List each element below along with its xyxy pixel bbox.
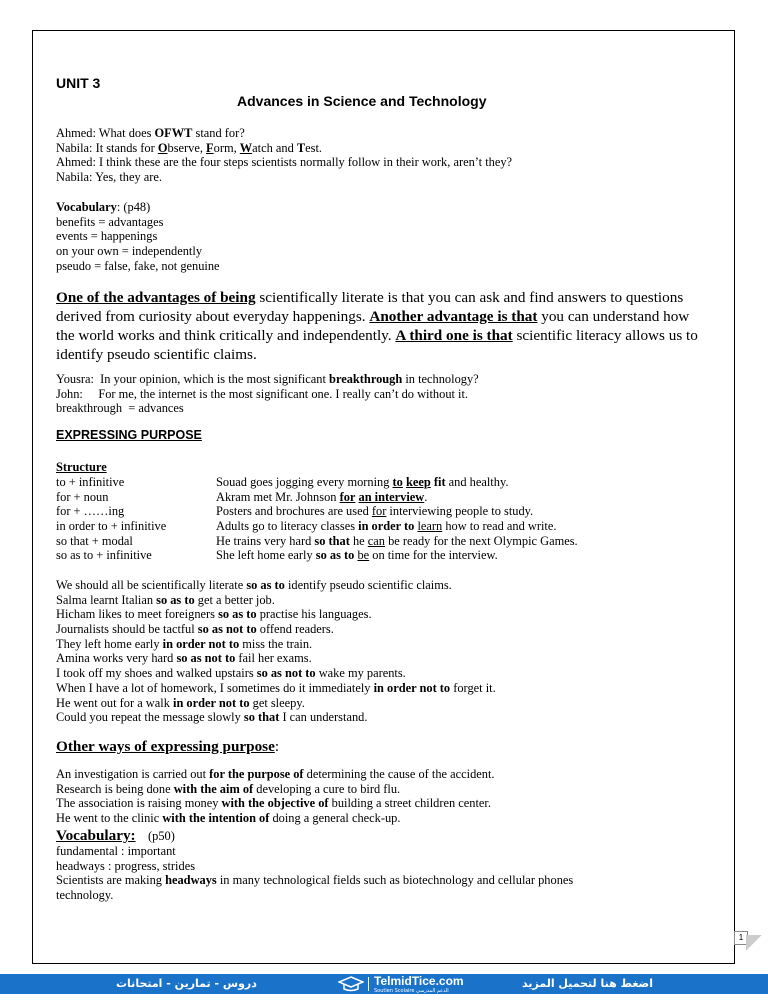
example-sentence: Could you repeat the message slowly so that I can understand. (56, 710, 368, 725)
section-heading: EXPRESSING PURPOSE (56, 428, 202, 442)
structure-left-column (56, 475, 166, 563)
example-sentence: I took off my shoes and walked upstairs so as not to wake my parents. (56, 666, 406, 681)
unit-label: UNIT 3 (56, 75, 101, 91)
vocabulary-example: Scientists are making headways in many technological fields such as biotechnology and cellular phones (56, 873, 574, 888)
brand-name[interactable]: TelmidTice.com (374, 974, 464, 988)
example-sentence: Salma learnt Italian so as to get a better job. (56, 592, 275, 607)
advantages-paragraph (56, 289, 698, 365)
vocabulary-item: events = happenings (56, 229, 158, 244)
dialogue-line: Ahmed: What does OFWT stand for? (56, 126, 245, 140)
example-sentence: Hicham likes to meet foreigners so as to practise his languages. (56, 607, 372, 622)
footer-banner[interactable] (0, 974, 768, 994)
structure-example: Akram met Mr. Johnson for an interview. (216, 489, 428, 504)
structure-example: She left home early so as to be on time for the interview. (216, 548, 498, 563)
dialogue-line: breakthrough = advances (56, 401, 184, 416)
example-sentence: Journalists should be tactful so as not to offend readers. (56, 622, 334, 637)
vocabulary-item: headways : progress, strides (56, 858, 196, 873)
paragraph-line: derived from curiosity about everyday happenings. Another advantage is that you can understand how (56, 308, 690, 325)
dialogue-ofwt (56, 126, 512, 185)
footer-divider (368, 977, 369, 991)
other-ways-heading: Other ways of expressing purpose: (56, 738, 280, 755)
vocabulary-p50 (56, 827, 573, 903)
example-sentence: When I have a lot of homework, I sometimes do it immediately in order not to forget it. (56, 680, 496, 695)
dialogue-line: Yousra: In your opinion, which is the most significant breakthrough in technology? (56, 372, 479, 386)
brand-subtitle: Soutien Scolaire الدعم المدرسي (374, 988, 449, 994)
page-curl-decoration (746, 935, 762, 951)
structure-example: Adults go to literacy classes in order to learn how to read and write. (216, 519, 557, 534)
other-ways-examples (56, 767, 495, 826)
page-number: 1 (734, 931, 748, 945)
footer-left-link[interactable]: دروس - تمارين - امتحانات (116, 977, 257, 990)
vocabulary-item: pseudo = false, fake, not genuine (56, 258, 220, 273)
example-sentence: Research is being done with the aim of developing a cure to bird flu. (56, 781, 401, 796)
example-sentence: Amina works very hard so as not to fail her exams. (56, 651, 312, 666)
footer-right-link[interactable]: اضغط هنا لتحميل المزيد (522, 977, 653, 990)
structure-form: for + ……ing (56, 504, 125, 519)
structure-form: so that + modal (56, 533, 133, 548)
example-sentence: They left home early in order not to miss the train. (56, 636, 313, 651)
vocabulary-example: technology. (56, 888, 114, 903)
structure-form: so as to + infinitive (56, 548, 152, 563)
purpose-examples (56, 578, 496, 725)
vocabulary-item: fundamental : important (56, 844, 176, 858)
example-sentence: The association is raising money with the objective of building a street children center. (56, 796, 491, 811)
example-sentence: He went out for a walk in order not to get sleepy. (56, 695, 305, 710)
vocabulary-p48 (56, 200, 220, 273)
dialogue-line: Nabila: Yes, they are. (56, 170, 162, 185)
paragraph-line: One of the advantages of being scientifically literate is that you can ask and find answers to questions (56, 289, 684, 306)
example-sentence: We should all be scientifically literate so as to identify pseudo scientific claims. (56, 578, 452, 592)
structure-example: Souad goes jogging every morning to keep fit and healthy. (216, 475, 509, 489)
vocabulary-item: benefits = advantages (56, 214, 164, 229)
paragraph-line: the world works and think critically and independently. A third one is that scientific literacy allows us to (56, 327, 698, 344)
graduation-cap-icon (338, 976, 364, 992)
vocabulary-heading: Vocabulary: (p48) (56, 200, 151, 214)
vocabulary-heading: Vocabulary: (p50) (56, 827, 175, 844)
example-sentence: He went to the clinic with the intention of doing a general check-up. (56, 811, 401, 826)
dialogue-line: John: For me, the internet is the most significant one. I really can’t do without it. (56, 386, 469, 401)
structure-form: in order to + infinitive (56, 519, 167, 534)
example-sentence: An investigation is carried out for the purpose of determining the cause of the accident. (56, 767, 495, 781)
dialogue-line: Nabila: It stands for Observe, Form, Watch and Test. (56, 140, 323, 155)
structure-right-column (216, 475, 578, 563)
structure-heading: Structure (56, 460, 107, 474)
structure-example: Posters and brochures are used for interviewing people to study. (216, 504, 534, 519)
dialogue-breakthrough (56, 372, 479, 416)
paragraph-line: identify pseudo scientific claims. (56, 346, 257, 363)
vocabulary-item: on your own = independently (56, 244, 203, 259)
page-title: Advances in Science and Technology (237, 93, 487, 109)
structure-form: for + noun (56, 489, 109, 504)
dialogue-line: Ahmed: I think these are the four steps scientists normally follow in their work, aren’t they? (56, 155, 513, 170)
structure-example: He trains very hard so that he can be ready for the next Olympic Games. (216, 533, 578, 548)
structure-form: to + infinitive (56, 475, 125, 489)
